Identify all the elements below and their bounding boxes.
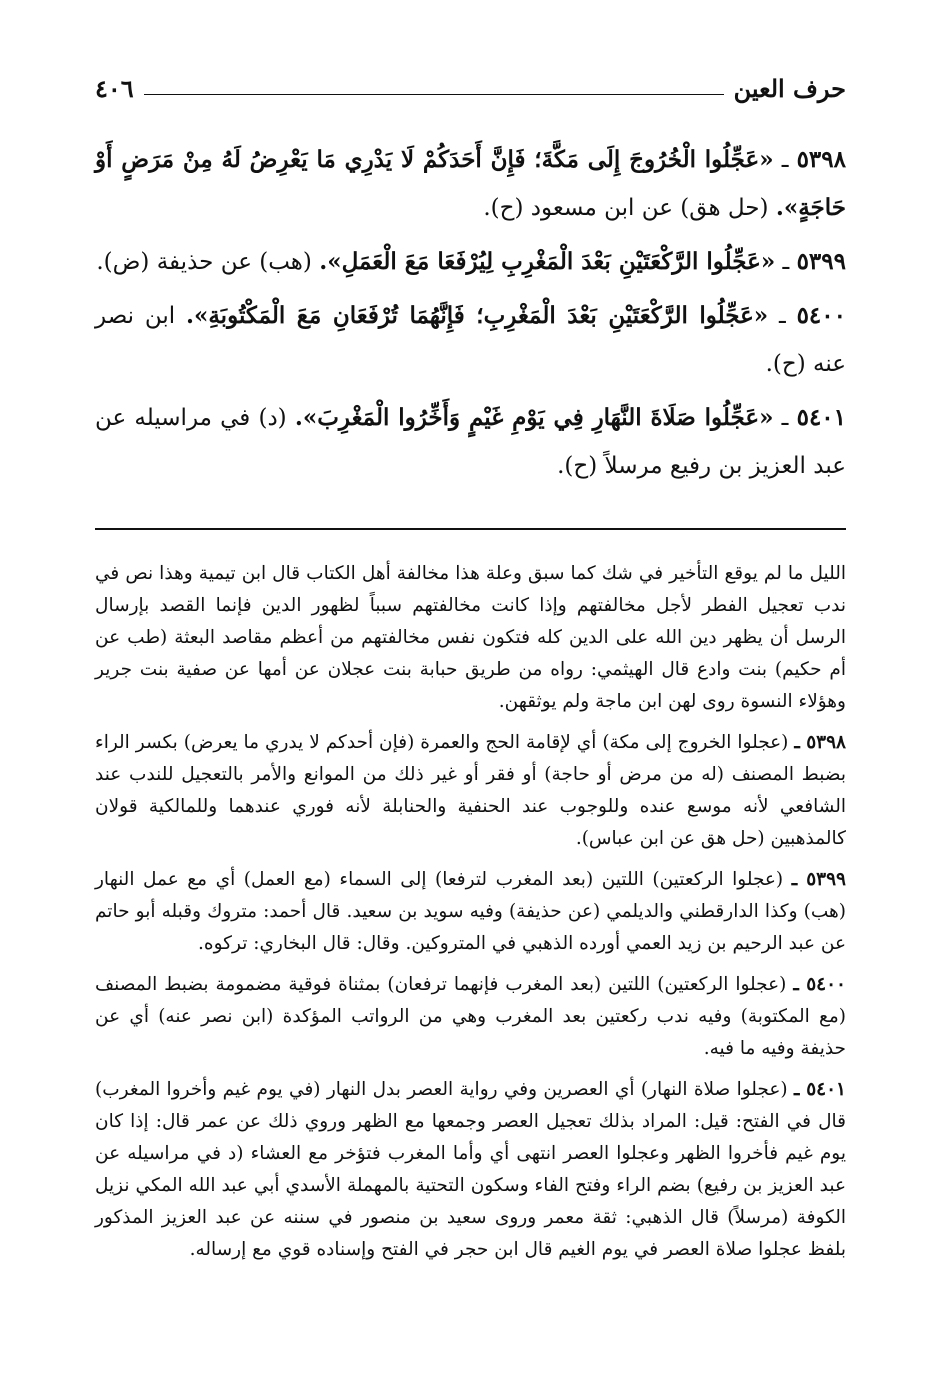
hadith-source: (حل هق) عن ابن مسعود (ح). xyxy=(483,195,769,221)
hadith-source: ابن نصر عنه (ح). xyxy=(95,303,846,377)
hadith-text: «عَجِّلُوا صَلَاةَ النَّهَارِ فِي يَوْمِ غَيْمٍ وَأَخِّرُوا الْمَغْرِبَ». xyxy=(294,404,774,431)
hadith-section xyxy=(95,136,846,490)
commentary-number: ٥٤٠١ ـ xyxy=(793,1079,846,1100)
hadith-text: «عَجِّلُوا الْخُرُوجَ إِلَى مَكَّةَ؛ فَإِنَّ أَحَدَكُمْ لَا يَدْرِي مَا يَعْرِضُ لَهُ مِنْ مَرَضٍ أَوْ حَاجَةٍ». xyxy=(95,146,846,221)
hadith-entry: ٥٣٩٨ ـ «عَجِّلُوا الْخُرُوجَ إِلَى مَكَّةَ؛ فَإِنَّ أَحَدَكُمْ لَا يَدْرِي مَا يَعْرِضُ لَهُ مِنْ مَرَضٍ أَوْ حَاجَةٍ». (حل هق) عن ابن مسعود (ح). xyxy=(95,146,846,221)
commentary-entry xyxy=(95,1074,846,1266)
commentary-text: (عجلوا الركعتين) اللتين (بعد المغرب لترفعا) إلى السماء (مع العمل) أي مع عمل النهار (هب) وكذا الدارقطني والديلمي (عن حذيفة) وفيه سويد بن سعيد. قال أحمد: متروك وقبله أبو حاتم عن عبد الرحيم بن زيد العمي أورده الذهبي في المتروكين. وقال: قال البخاري: تركوه. xyxy=(95,869,846,954)
commentary-entry xyxy=(95,969,846,1065)
hadith-number: ٥٤٠١ xyxy=(796,404,847,431)
commentary-text: (عجلوا الركعتين) اللتين (بعد المغرب فإنهما ترفعان) بمثناة فوقية مضمومة بضبط المصنف (مع المكتوبة) وفيه ندب ركعتين بعد المغرب وهي من الرواتب المؤكدة (ابن نصر عنه) أي عن حذيفة وفيه ما فيه. xyxy=(95,974,846,1059)
commentary-number: ٥٤٠٠ ـ xyxy=(793,974,846,995)
commentary-number: ٥٣٩٩ ـ xyxy=(791,869,846,890)
hadith-source: (هب) عن حذيفة (ض). xyxy=(96,249,312,275)
hadith-text: «عَجِّلُوا الرَّكْعَتَيْنِ بَعْدَ الْمَغْرِبِ لِيُرْفَعَا مَعَ الْعَمَلِ». xyxy=(319,248,776,275)
header-rule xyxy=(144,94,724,95)
hadith-source: (د) في مراسيله عن عبد العزيز بن رفيع مرسلاً (ح). xyxy=(95,405,846,479)
hadith-entry: ٥٣٩٩ ـ «عَجِّلُوا الرَّكْعَتَيْنِ بَعْدَ الْمَغْرِبِ لِيُرْفَعَا مَعَ الْعَمَلِ». (هب) عن حذيفة (ض). xyxy=(96,248,846,275)
chapter-title: حرف العين xyxy=(733,73,846,103)
commentary-text: (عجلوا صلاة النهار) أي العصرين وفي رواية العصر بدل النهار (في يوم غيم وأخروا المغرب) قال في الفتح: قيل: المراد بذلك تعجيل العصر وجمعها مع الظهر وروي ذلك عن عمر قال: إذا كان يوم غيم فأخروا الظهر وعجلوا العصر انتهى أي وأما المغرب فتؤخر مع العشاء (د في مراسيله عن عبد العزيز بن رفيع) بضم الراء وفتح الفاء وسكون التحتية بالمهملة الأسدي أبي عبد الله المكي نزيل الكوفة (مرسلاً) قال الذهبي: ثقة معمر وروى سعيد بن منصور في سننه عن عبد العزيز المذكور بلفظ عجلوا صلاة العصر في يوم الغيم قال ابن حجر في الفتح وإسناده قوي مع إرساله. xyxy=(95,1079,846,1260)
commentary-number: ٥٣٩٨ ـ xyxy=(794,732,846,753)
page-number: ٤٠٦ xyxy=(95,73,134,103)
commentary-entry xyxy=(95,864,846,960)
section-divider xyxy=(95,528,846,530)
hadith-number: ٥٣٩٩ xyxy=(796,248,846,275)
commentary-section xyxy=(95,558,846,1266)
commentary-intro: الليل ما لم يوقع التأخير في شك كما سبق وعلة هذا مخالفة أهل الكتاب قال ابن تيمية وهذا نص في ندب تعجيل الفطر لأجل مخالفتهم وإذا كانت مخالفتهم سبباً لظهور الدين فإنما القصد بإرسال الرسل أن يظهر دين الله على الدين كله فتكون نفس مخالفتهم من أعظم مقاصد البعثة (طب عن أم حكيم) بنت وادع قال الهيثمي: رواه من طريق حبابة بنت عجلان عن أمها عن صفية بنت جرير وهؤلاء النسوة روى لهن ابن ماجة ولم يوثقهن. xyxy=(95,563,846,712)
hadith-text: «عَجِّلُوا الرَّكْعَتَيْنِ بَعْدَ الْمَغْرِبِ؛ فَإِنَّهُمَا تُرْفَعَانِ مَعَ الْمَكْتُوبَةِ». xyxy=(185,302,769,329)
hadith-entry: ٥٤٠١ ـ «عَجِّلُوا صَلَاةَ النَّهَارِ فِي يَوْمِ غَيْمٍ وَأَخِّرُوا الْمَغْرِبَ». (د) في مراسيله عن عبد العزيز بن رفيع مرسلاً (ح). xyxy=(95,404,847,479)
page-header xyxy=(95,70,846,106)
hadith-number: ٥٤٠٠ xyxy=(796,302,846,329)
commentary-text: (عجلوا الخروج إلى مكة) أي لإقامة الحج والعمرة (فإن أحدكم لا يدري ما يعرض) بكسر الراء بضبط المصنف (له من مرض أو حاجة) أو فقر أو غير ذلك من الموانع والأمر بالتعجيل للندب عند الشافعي لأنه موسع عنده وللوجوب عند الحنفية والحنابلة لأنه فوري عندهما وللمالكية قولان كالمذهبين (حل هق عن ابن عباس). xyxy=(95,732,846,849)
commentary-entry xyxy=(95,727,846,855)
hadith-number: ٥٣٩٨ xyxy=(796,146,846,173)
hadith-entry: ٥٤٠٠ ـ «عَجِّلُوا الرَّكْعَتَيْنِ بَعْدَ الْمَغْرِبِ؛ فَإِنَّهُمَا تُرْفَعَانِ مَعَ الْمَكْتُوبَةِ». ابن نصر عنه (ح). xyxy=(95,302,846,377)
